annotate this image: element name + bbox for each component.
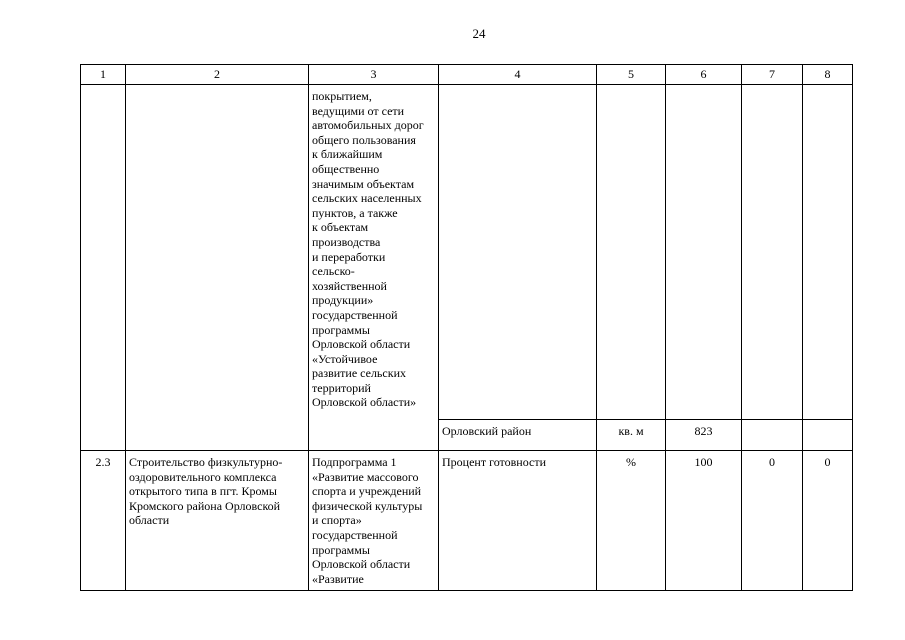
- cell-program: [309, 451, 439, 591]
- table-row-continuation: [81, 85, 853, 420]
- program-text-line: сельских населенных: [312, 191, 422, 206]
- program-text-line: программы: [312, 322, 370, 337]
- program-text-line: общественно: [312, 161, 380, 176]
- cell-name-empty: [126, 85, 309, 451]
- cell-object-name: [126, 451, 309, 591]
- program-text-line: значимым объектам: [312, 176, 415, 191]
- program-text-line: покрытием,: [312, 89, 372, 103]
- column-header-6: 6: [666, 65, 742, 85]
- column-header-5: 5: [597, 65, 666, 85]
- cell-unit-2-3: %: [597, 451, 666, 591]
- program-text-line: ведущими от сети: [312, 103, 405, 118]
- cell-value-8: [803, 419, 853, 450]
- object-name-line: открытого типа в пгт. Кромы: [129, 484, 277, 499]
- program-text-line: хозяйственной: [312, 278, 387, 293]
- data-table: [80, 64, 853, 591]
- program-text-line: к ближайшим: [312, 147, 383, 162]
- cell-row-number: 2.3: [81, 451, 126, 591]
- program-text-line: пунктов, а также: [312, 205, 398, 220]
- cell-indicator-2-3: Процент готовности: [439, 451, 597, 591]
- program-text-line: «Развитие массового: [312, 469, 419, 484]
- page-number: 24: [472, 26, 486, 41]
- program-text-line: производства: [312, 234, 381, 249]
- column-header-7: 7: [742, 65, 803, 85]
- program-text-line: развитие сельских: [312, 366, 406, 381]
- program-text-line: государственной: [312, 307, 398, 322]
- object-name-line: области: [129, 513, 170, 528]
- cell-value-7-2-3: 0: [742, 451, 803, 591]
- cell-value-8-2-3: 0: [803, 451, 853, 591]
- program-text-line: общего пользования: [312, 132, 416, 147]
- program-text-line: Орловской области»: [312, 395, 417, 410]
- column-header-1: 1: [81, 65, 126, 85]
- cell-value-6: 823: [666, 419, 742, 450]
- program-text-line: физической культуры: [312, 498, 423, 513]
- cell-empty-6: [666, 85, 742, 420]
- cell-empty-4: [439, 85, 597, 420]
- program-text-line: программы: [312, 542, 370, 557]
- program-text-line: продукции»: [312, 293, 374, 308]
- object-name-line: оздоровительного комплекса: [129, 469, 277, 484]
- column-header-2: 2: [126, 65, 309, 85]
- cell-empty-7: [742, 85, 803, 420]
- program-text-line: Орловской области: [312, 557, 411, 572]
- object-name-line: Кромского района Орловской: [129, 498, 281, 513]
- program-text-line: «Устойчивое: [312, 351, 378, 366]
- object-name-text: [129, 455, 305, 528]
- program-text-line: Орловской области: [312, 337, 411, 352]
- column-header-3: 3: [309, 65, 439, 85]
- column-header-8: 8: [803, 65, 853, 85]
- program-text-line: и переработки: [312, 249, 386, 264]
- program-text-continuation: [312, 89, 435, 410]
- cell-empty-8: [803, 85, 853, 420]
- cell-value-6-2-3: 100: [666, 451, 742, 591]
- cell-program-continuation: [309, 85, 439, 451]
- cell-value-7: [742, 419, 803, 450]
- table-header-row: [81, 65, 853, 85]
- object-name-line: Строительство физкультурно-: [129, 455, 283, 469]
- program-text-line: Подпрограмма 1: [312, 455, 397, 469]
- program-text-line: территорий: [312, 380, 371, 395]
- program-text-line: «Развитие: [312, 571, 364, 586]
- cell-empty-5: [597, 85, 666, 420]
- cell-unit: кв. м: [597, 419, 666, 450]
- cell-number-empty: [81, 85, 126, 451]
- program-text-line: и спорта»: [312, 513, 362, 528]
- program-text-line: сельско-: [312, 264, 355, 279]
- column-header-4: 4: [439, 65, 597, 85]
- program-text-line: к объектам: [312, 220, 369, 235]
- program-text: [312, 455, 435, 586]
- program-text-line: автомобильных дорог: [312, 118, 424, 133]
- table-row-2-3: [81, 451, 853, 591]
- program-text-line: спорта и учреждений: [312, 484, 422, 499]
- cell-indicator: Орловский район: [439, 419, 597, 450]
- program-text-line: государственной: [312, 527, 398, 542]
